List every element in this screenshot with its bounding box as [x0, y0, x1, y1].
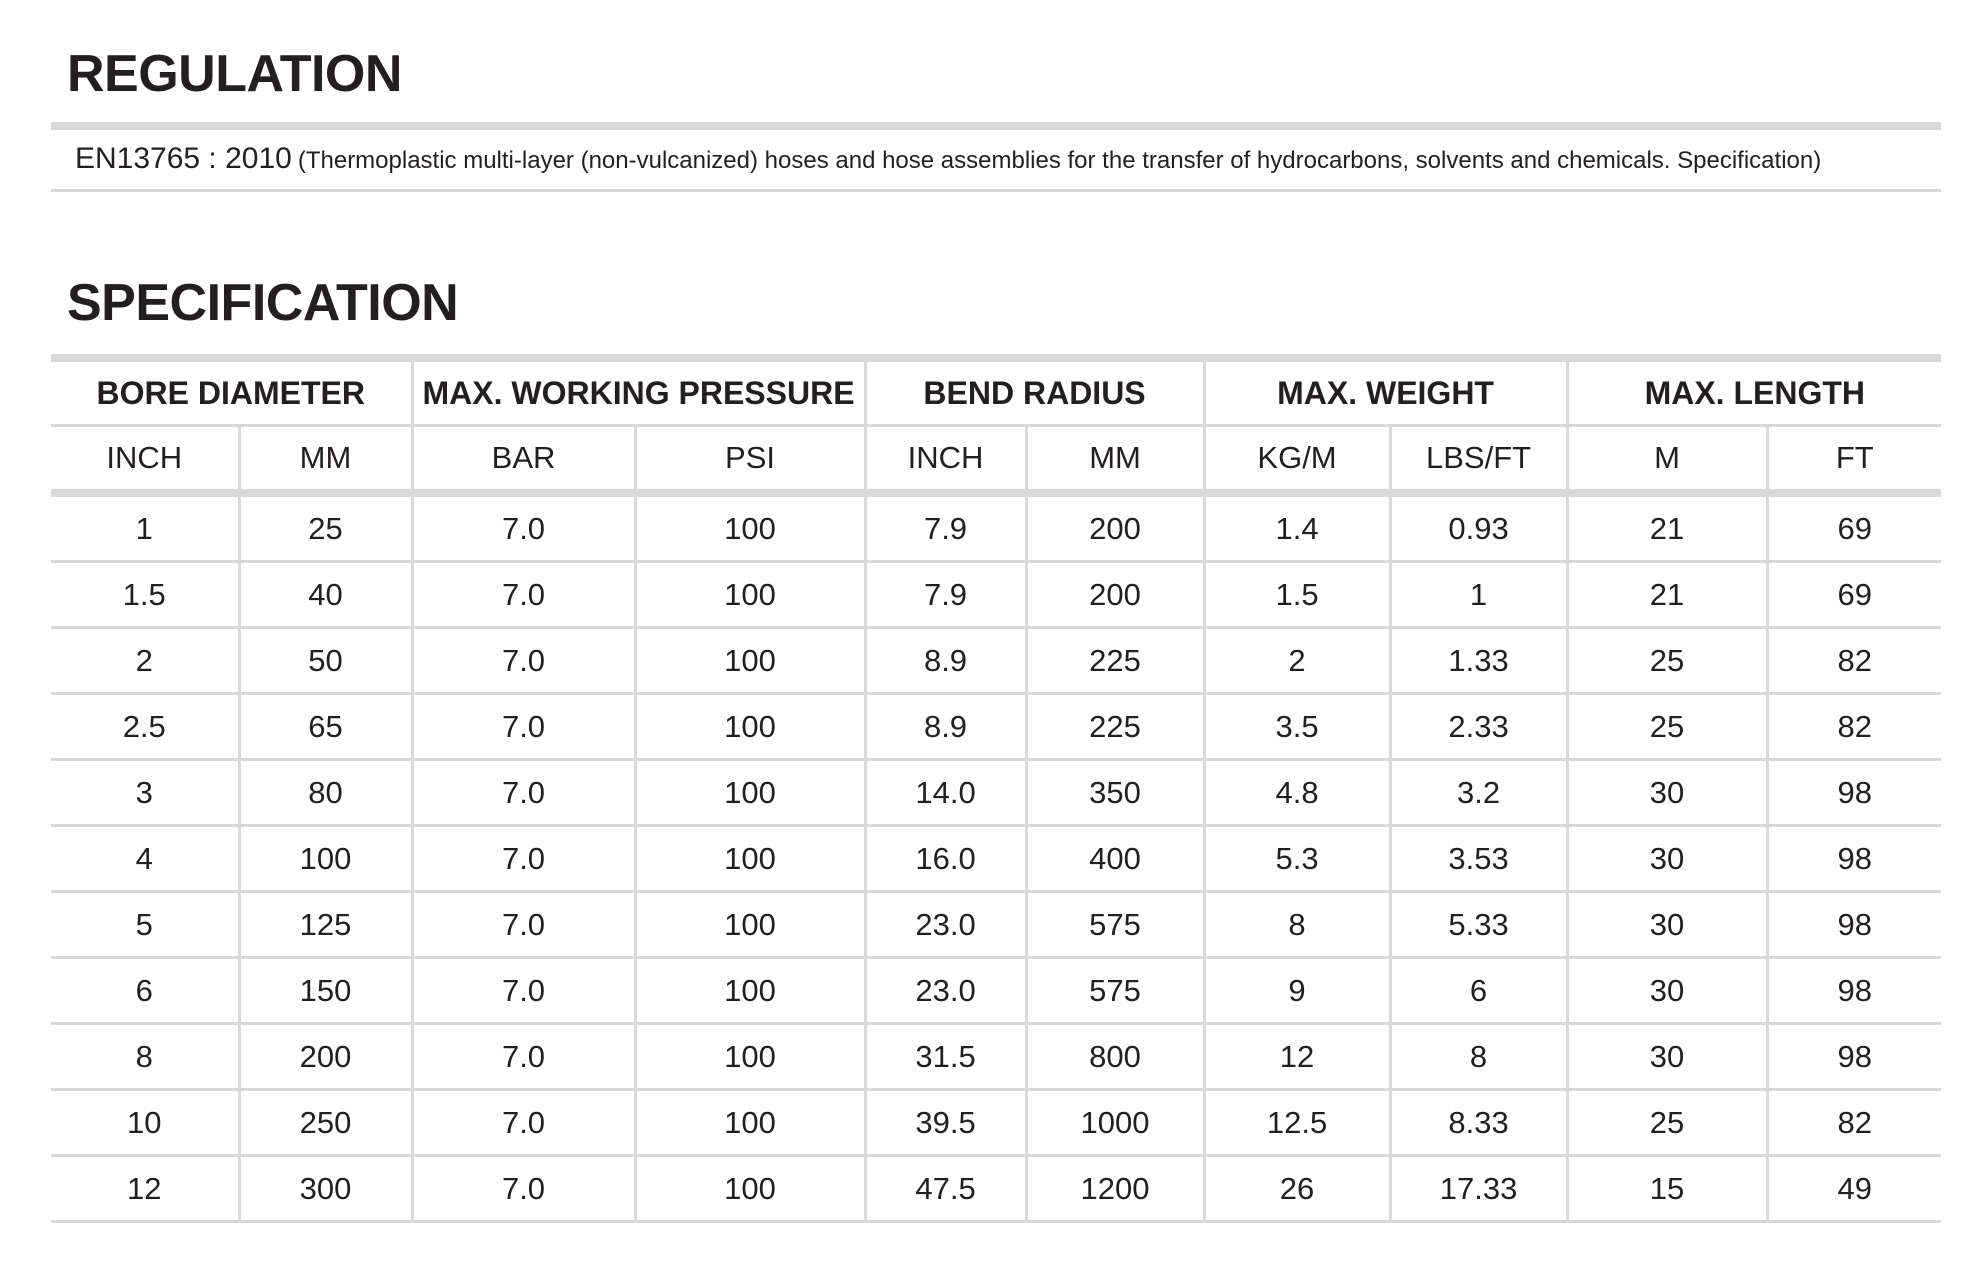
cell-length-ft: 82 [1767, 628, 1941, 694]
unit-pressure-psi: PSI [635, 426, 865, 494]
cell-weight-kgm: 2 [1204, 628, 1390, 694]
table-row [51, 958, 1941, 1024]
cell-pressure-bar: 7.0 [412, 958, 635, 1024]
cell-length-m: 30 [1567, 826, 1767, 892]
cell-weight-lbsft: 0.93 [1390, 493, 1567, 562]
unit-length-m: M [1567, 426, 1767, 494]
cell-bend-mm: 225 [1026, 628, 1204, 694]
cell-bend-inch: 8.9 [865, 628, 1026, 694]
header-max-length: MAX. LENGTH [1567, 362, 1941, 426]
cell-weight-kgm: 5.3 [1204, 826, 1390, 892]
header-max-working-pressure: MAX. WORKING PRESSURE [412, 362, 865, 426]
cell-bend-inch: 23.0 [865, 958, 1026, 1024]
cell-bend-mm: 1000 [1026, 1090, 1204, 1156]
cell-weight-kgm: 1.4 [1204, 493, 1390, 562]
cell-pressure-psi: 100 [635, 892, 865, 958]
cell-weight-lbsft: 1.33 [1390, 628, 1567, 694]
cell-pressure-psi: 100 [635, 1024, 865, 1090]
cell-pressure-bar: 7.0 [412, 628, 635, 694]
cell-bore-mm: 250 [239, 1090, 412, 1156]
table-row [51, 1024, 1941, 1090]
cell-weight-kgm: 1.5 [1204, 562, 1390, 628]
cell-bore-inch: 2 [51, 628, 239, 694]
unit-bend-mm: MM [1026, 426, 1204, 494]
cell-length-ft: 82 [1767, 1090, 1941, 1156]
cell-pressure-psi: 100 [635, 1156, 865, 1222]
cell-length-m: 30 [1567, 760, 1767, 826]
table-row [51, 694, 1941, 760]
cell-weight-lbsft: 8.33 [1390, 1090, 1567, 1156]
specification-table [51, 362, 1941, 1223]
cell-bore-inch: 1.5 [51, 562, 239, 628]
cell-bend-mm: 1200 [1026, 1156, 1204, 1222]
cell-weight-kgm: 26 [1204, 1156, 1390, 1222]
regulation-rule-top [51, 122, 1941, 130]
cell-bore-inch: 10 [51, 1090, 239, 1156]
cell-length-ft: 98 [1767, 892, 1941, 958]
cell-bore-inch: 3 [51, 760, 239, 826]
cell-pressure-psi: 100 [635, 1090, 865, 1156]
unit-weight-kgm: KG/M [1204, 426, 1390, 494]
cell-bend-mm: 225 [1026, 694, 1204, 760]
cell-length-ft: 98 [1767, 760, 1941, 826]
cell-weight-lbsft: 5.33 [1390, 892, 1567, 958]
cell-bore-inch: 12 [51, 1156, 239, 1222]
cell-bend-inch: 14.0 [865, 760, 1026, 826]
cell-bend-inch: 47.5 [865, 1156, 1026, 1222]
cell-length-m: 21 [1567, 562, 1767, 628]
cell-pressure-bar: 7.0 [412, 1090, 635, 1156]
cell-weight-lbsft: 17.33 [1390, 1156, 1567, 1222]
cell-bend-mm: 575 [1026, 892, 1204, 958]
cell-length-ft: 98 [1767, 958, 1941, 1024]
header-bore-diameter: BORE DIAMETER [51, 362, 412, 426]
cell-length-ft: 82 [1767, 694, 1941, 760]
cell-length-ft: 98 [1767, 1024, 1941, 1090]
group-header-row [51, 362, 1941, 426]
cell-length-ft: 49 [1767, 1156, 1941, 1222]
cell-weight-kgm: 9 [1204, 958, 1390, 1024]
unit-pressure-bar: BAR [412, 426, 635, 494]
cell-pressure-psi: 100 [635, 493, 865, 562]
cell-weight-lbsft: 8 [1390, 1024, 1567, 1090]
cell-bend-inch: 16.0 [865, 826, 1026, 892]
cell-pressure-psi: 100 [635, 628, 865, 694]
cell-bend-mm: 400 [1026, 826, 1204, 892]
cell-bore-mm: 100 [239, 826, 412, 892]
cell-bore-mm: 125 [239, 892, 412, 958]
cell-weight-kgm: 12 [1204, 1024, 1390, 1090]
unit-bore-inch: INCH [51, 426, 239, 494]
cell-bend-inch: 7.9 [865, 562, 1026, 628]
specification-table-body [51, 493, 1941, 1222]
cell-weight-kgm: 12.5 [1204, 1090, 1390, 1156]
cell-bend-mm: 575 [1026, 958, 1204, 1024]
cell-bend-inch: 8.9 [865, 694, 1026, 760]
cell-bore-mm: 80 [239, 760, 412, 826]
cell-bore-mm: 150 [239, 958, 412, 1024]
cell-bore-inch: 2.5 [51, 694, 239, 760]
cell-length-m: 21 [1567, 493, 1767, 562]
cell-pressure-psi: 100 [635, 958, 865, 1024]
cell-bore-inch: 6 [51, 958, 239, 1024]
cell-bore-mm: 65 [239, 694, 412, 760]
cell-length-m: 25 [1567, 1090, 1767, 1156]
unit-header-row [51, 426, 1941, 494]
cell-bore-mm: 200 [239, 1024, 412, 1090]
cell-weight-kgm: 4.8 [1204, 760, 1390, 826]
cell-pressure-psi: 100 [635, 694, 865, 760]
cell-length-m: 30 [1567, 892, 1767, 958]
cell-bend-inch: 39.5 [865, 1090, 1026, 1156]
cell-pressure-bar: 7.0 [412, 562, 635, 628]
table-row [51, 628, 1941, 694]
cell-pressure-bar: 7.0 [412, 1024, 635, 1090]
cell-pressure-psi: 100 [635, 826, 865, 892]
cell-bore-inch: 4 [51, 826, 239, 892]
cell-bore-inch: 5 [51, 892, 239, 958]
cell-weight-lbsft: 2.33 [1390, 694, 1567, 760]
header-max-weight: MAX. WEIGHT [1204, 362, 1567, 426]
cell-bore-inch: 8 [51, 1024, 239, 1090]
cell-bend-inch: 23.0 [865, 892, 1026, 958]
cell-bend-inch: 7.9 [865, 493, 1026, 562]
cell-pressure-bar: 7.0 [412, 826, 635, 892]
cell-bend-mm: 800 [1026, 1024, 1204, 1090]
table-row [51, 1090, 1941, 1156]
cell-pressure-bar: 7.0 [412, 493, 635, 562]
table-row [51, 892, 1941, 958]
table-row [51, 1156, 1941, 1222]
cell-length-ft: 98 [1767, 826, 1941, 892]
header-bend-radius: BEND RADIUS [865, 362, 1204, 426]
table-row [51, 760, 1941, 826]
table-row [51, 562, 1941, 628]
cell-weight-kgm: 8 [1204, 892, 1390, 958]
cell-bend-inch: 31.5 [865, 1024, 1026, 1090]
cell-pressure-bar: 7.0 [412, 892, 635, 958]
cell-weight-kgm: 3.5 [1204, 694, 1390, 760]
cell-bore-mm: 25 [239, 493, 412, 562]
unit-bend-inch: INCH [865, 426, 1026, 494]
cell-length-ft: 69 [1767, 562, 1941, 628]
cell-weight-lbsft: 3.53 [1390, 826, 1567, 892]
table-row [51, 826, 1941, 892]
specification-title: SPECIFICATION [67, 274, 459, 332]
cell-pressure-psi: 100 [635, 760, 865, 826]
cell-bend-mm: 350 [1026, 760, 1204, 826]
cell-bore-mm: 40 [239, 562, 412, 628]
cell-weight-lbsft: 3.2 [1390, 760, 1567, 826]
cell-weight-lbsft: 1 [1390, 562, 1567, 628]
cell-bend-mm: 200 [1026, 562, 1204, 628]
table-row [51, 493, 1941, 562]
cell-length-m: 25 [1567, 694, 1767, 760]
cell-bore-inch: 1 [51, 493, 239, 562]
specification-rule-top [51, 354, 1941, 362]
unit-length-ft: FT [1767, 426, 1941, 494]
cell-pressure-bar: 7.0 [412, 760, 635, 826]
cell-length-m: 25 [1567, 628, 1767, 694]
cell-length-m: 15 [1567, 1156, 1767, 1222]
regulation-rule-bottom [51, 189, 1941, 192]
unit-bore-mm: MM [239, 426, 412, 494]
cell-length-ft: 69 [1767, 493, 1941, 562]
regulation-title: REGULATION [67, 45, 402, 103]
unit-weight-lbsft: LBS/FT [1390, 426, 1567, 494]
cell-bore-mm: 300 [239, 1156, 412, 1222]
cell-pressure-bar: 7.0 [412, 1156, 635, 1222]
regulation-description: (Thermoplastic multi-layer (non-vulcanized) hoses and hose assemblies for the transfer of hydrocarbons, solvents and chemicals. Specification) [297, 147, 1822, 174]
cell-weight-lbsft: 6 [1390, 958, 1567, 1024]
cell-length-m: 30 [1567, 1024, 1767, 1090]
cell-length-m: 30 [1567, 958, 1767, 1024]
cell-pressure-psi: 100 [635, 562, 865, 628]
cell-bore-mm: 50 [239, 628, 412, 694]
regulation-code: EN13765 : 2010 [75, 142, 292, 175]
cell-bend-mm: 200 [1026, 493, 1204, 562]
cell-pressure-bar: 7.0 [412, 694, 635, 760]
regulation-text [75, 142, 1821, 176]
